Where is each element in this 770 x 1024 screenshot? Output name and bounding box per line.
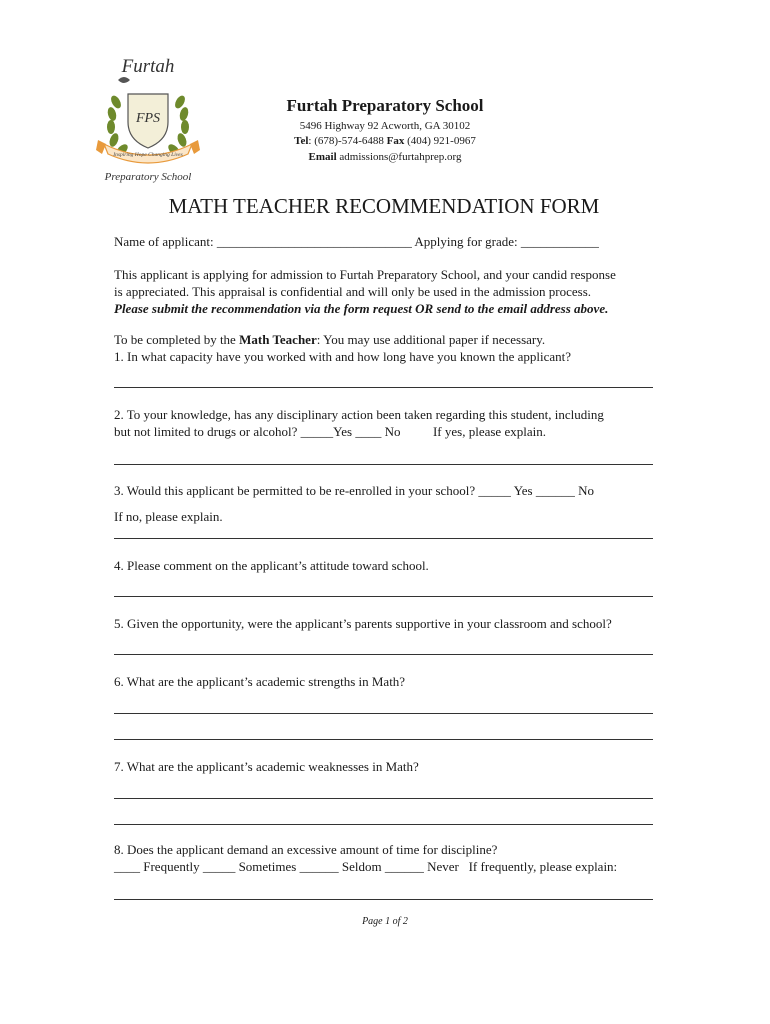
answer-line-1[interactable] — [114, 387, 653, 388]
submission-instruction: Please submit the recommendation via the form request OR send to the email address above. — [114, 301, 609, 316]
answer-line-8[interactable] — [114, 899, 653, 900]
answer-line-7a[interactable] — [114, 798, 653, 799]
school-address: 5496 Highway 92 Acworth, GA 30102 — [299, 120, 471, 132]
logo-monogram: FPS — [135, 111, 161, 126]
question-6: 6. What are the applicant’s academic strengths in Math? — [114, 674, 406, 689]
question-4: 4. Please comment on the applicant’s attitude toward school. — [114, 558, 429, 573]
school-logo — [96, 52, 200, 184]
logo-top-text: Furtah — [121, 56, 175, 77]
question-3[interactable]: 3. Would this applicant be permitted to be re-enrolled in your school? _____ Yes ______ No — [114, 483, 594, 498]
completed-by-prefix: To be completed by the — [114, 332, 240, 347]
fax-value: (404) 921-0967 — [404, 135, 476, 147]
completed-by-suffix: : You may use additional paper if necessary. — [316, 332, 546, 347]
completed-by-note — [114, 332, 545, 348]
form-title: MATH TEACHER RECOMMENDATION FORM — [168, 194, 600, 218]
school-phone-fax — [262, 135, 508, 147]
email-value: admissions@furtahprep.org — [336, 151, 462, 163]
intro-text-2: is appreciated. This appraisal is confidential and will only be used in the admission process. — [114, 284, 592, 299]
question-3-explain: If no, please explain. — [114, 509, 223, 524]
fax-label: Fax — [386, 135, 405, 147]
intro-text-1: This applicant is applying for admission to Furtah Preparatory School, and your candid response — [114, 267, 616, 282]
answer-line-3[interactable] — [114, 538, 653, 539]
page-number: Page 1 of 2 — [362, 916, 408, 927]
answer-line-6a[interactable] — [114, 713, 653, 714]
answer-line-6b[interactable] — [114, 739, 653, 740]
answer-line-2[interactable] — [114, 464, 653, 465]
applicant-name-grade-field[interactable]: Name of applicant: ______________________________ Applying for grade: ____________ — [114, 234, 599, 249]
question-8: 8. Does the applicant demand an excessive amount of time for discipline? — [114, 842, 498, 857]
question-8-options[interactable]: ____ Frequently _____ Sometimes ______ Seldom ______ Never If frequently, please explain: — [114, 859, 618, 874]
answer-line-4[interactable] — [114, 596, 653, 597]
question-1: 1. In what capacity have you worked with and how long have you known the applicant? — [114, 349, 572, 364]
question-5: 5. Given the opportunity, were the applicant’s parents supportive in your classroom and school? — [114, 616, 612, 631]
question-2-options[interactable]: but not limited to drugs or alcohol? _____Yes ____ No If yes, please explain. — [114, 424, 546, 439]
tel-value: : (678)-574-6488 — [308, 135, 387, 147]
logo-bottom-text: Preparatory School — [104, 171, 192, 183]
logo-banner-text: Inspiring Hope Changing Lives — [113, 152, 183, 158]
tel-label: Tel — [294, 135, 309, 147]
answer-line-7b[interactable] — [114, 824, 653, 825]
school-name: Furtah Preparatory School — [286, 96, 484, 115]
email-label: Email — [308, 151, 337, 163]
school-email — [262, 151, 508, 163]
completed-by-role: Math Teacher — [239, 332, 317, 347]
answer-line-5[interactable] — [114, 654, 653, 655]
question-2: 2. To your knowledge, has any disciplinary action been taken regarding this student, including — [114, 407, 604, 422]
question-7: 7. What are the applicant’s academic weaknesses in Math? — [114, 759, 419, 774]
